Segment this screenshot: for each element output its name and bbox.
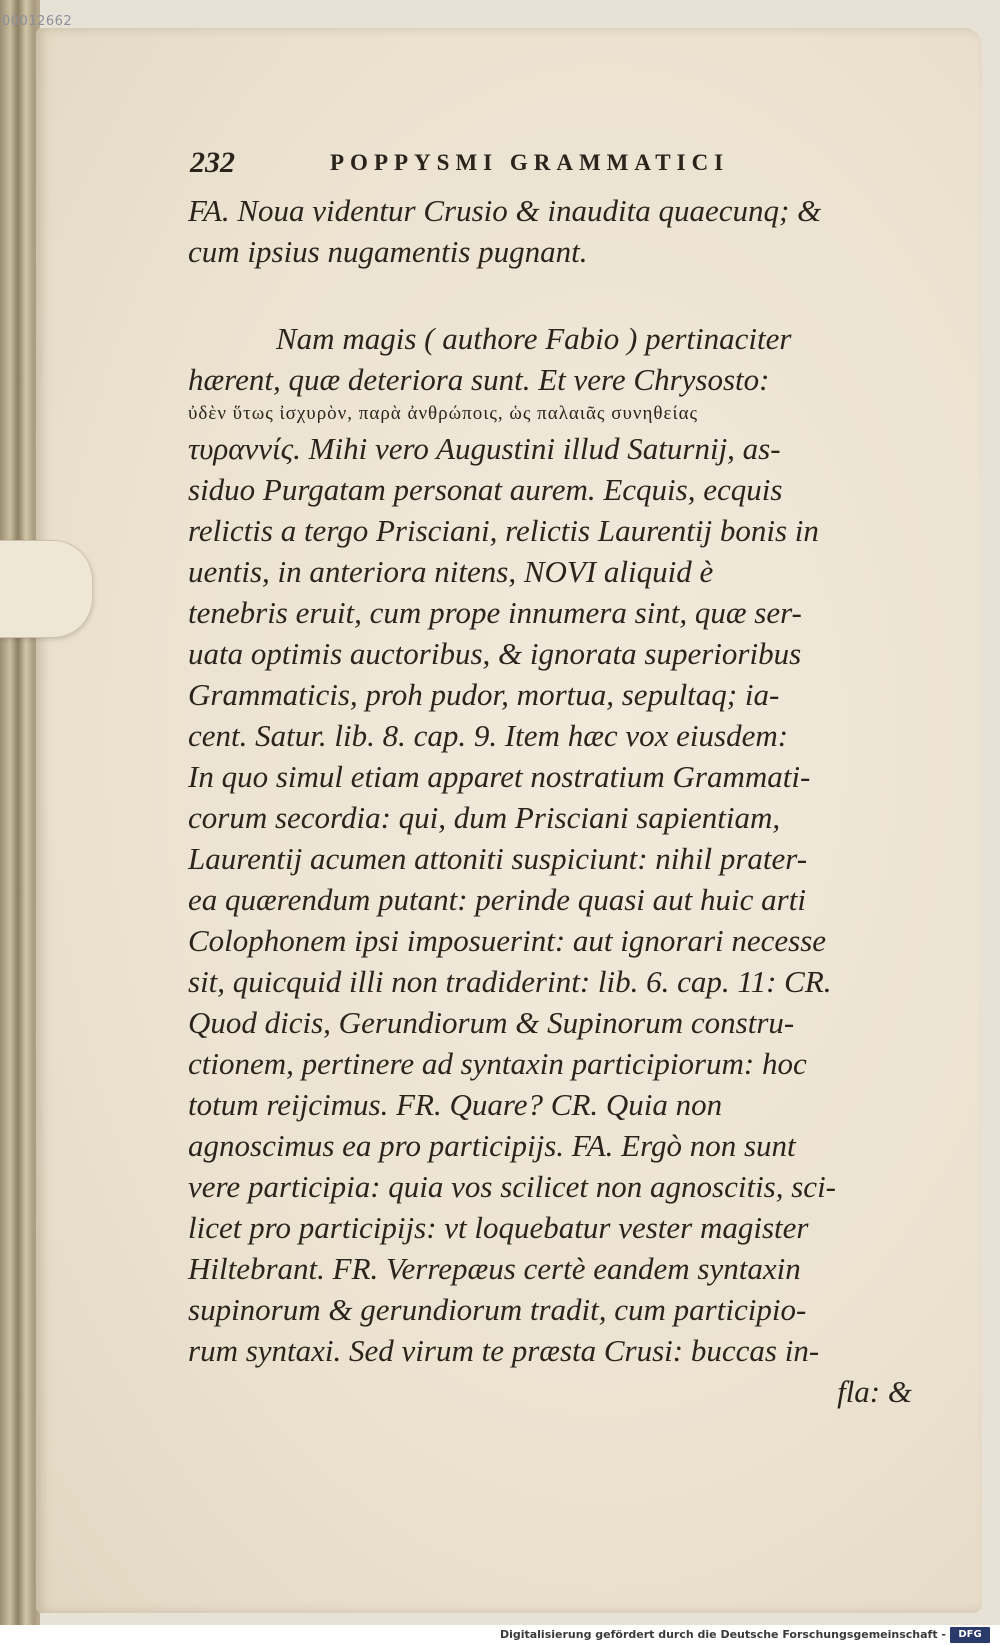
text-line: tenebris eruit, cum prope innumera sint, quæ ser- [188,595,802,630]
text-line: uata optimis auctoribus, & ignorata superioribus [188,636,802,671]
text-line: cent. Satur. lib. 8. cap. 9. Item hæc vox eiusdem: [188,718,789,753]
text-line: uentis, in anteriora nitens, NOVI aliquid è [188,554,714,589]
text-line: vere participia: quia vos scilicet non agnoscitis, sci- [188,1169,837,1204]
text-line: cum ipsius nugamentis pugnant. [188,234,588,269]
text-line: sit, quicquid illi non tradiderint: lib. 6. cap. 11: CR. [188,964,832,999]
text-line: licet pro participijs: vt loquebatur vester magister [188,1210,809,1245]
text-line: Colophonem ipsi imposuerint: aut ignorari necesse [188,923,827,958]
text-line: supinorum & gerundiorum tradit, cum participio- [188,1292,807,1327]
running-title: POPPYSMI GRAMMATICI [330,150,730,175]
text-line: ea quærendum putant: perinde quasi aut huic arti [188,882,806,917]
text-line: Laurentij acumen attoniti suspiciunt: nihil prater- [188,841,808,876]
text-line: agnoscimus ea pro participijs. FA. Ergò non sunt [188,1128,796,1163]
text-line: Quod dicis, Gerundiorum & Supinorum constru- [188,1005,795,1040]
text-line: In quo simul etiam apparet nostratium Grammati- [188,759,811,794]
funding-notice: Digitalisierung gefördert durch die Deutsche Forschungsgemeinschaft - [499,1628,946,1641]
page-number: 232 [190,146,235,179]
text-line: τυραννίς. Mihi vero Augustini illud Saturnij, as- [188,431,781,466]
text-line: totum reijcimus. FR. Quare? CR. Quia non [188,1087,723,1122]
text-line: Hiltebrant. FR. Verrepæus certè eandem syntaxin [188,1251,801,1286]
dfg-logo: DFG [950,1627,990,1643]
text-line: rum syntaxi. Sed virum te præsta Crusi: buccas in- [188,1333,820,1368]
body-text [188,190,948,1412]
scan-id: 00012662 [2,14,73,29]
catchword-line: fla: & [837,1374,912,1409]
digitization-footer [0,1625,1000,1645]
text-line: corum secordia: qui, dum Prisciani sapientiam, [188,800,781,835]
text-line: FA. Noua videntur Crusio & inaudita quaecunq; & [188,193,822,228]
text-line: Nam magis ( authore Fabio ) pertinaciter [276,321,792,356]
text-line: ctionem, pertinere ad syntaxin participiorum: hoc [188,1046,807,1081]
text-line: hærent, quæ deteriora sunt. Et vere Chrysosto: [188,362,770,397]
book-edge [0,0,40,1625]
text-line: relictis a tergo Prisciani, relictis Laurentij bonis in [188,513,819,548]
page-marker-tab [0,540,93,638]
text-line: siduo Purgatam personat aurem. Ecquis, ecquis [188,472,783,507]
greek-line: ὐδὲν ὕτως ἰσχυρὸν, παρὰ ἀνθρώποις, ὡς παλαιᾶς συνηθείας [188,403,699,424]
text-line: Grammaticis, proh pudor, mortua, sepultaq; ia- [188,677,780,712]
paragraph-gap [188,272,948,318]
